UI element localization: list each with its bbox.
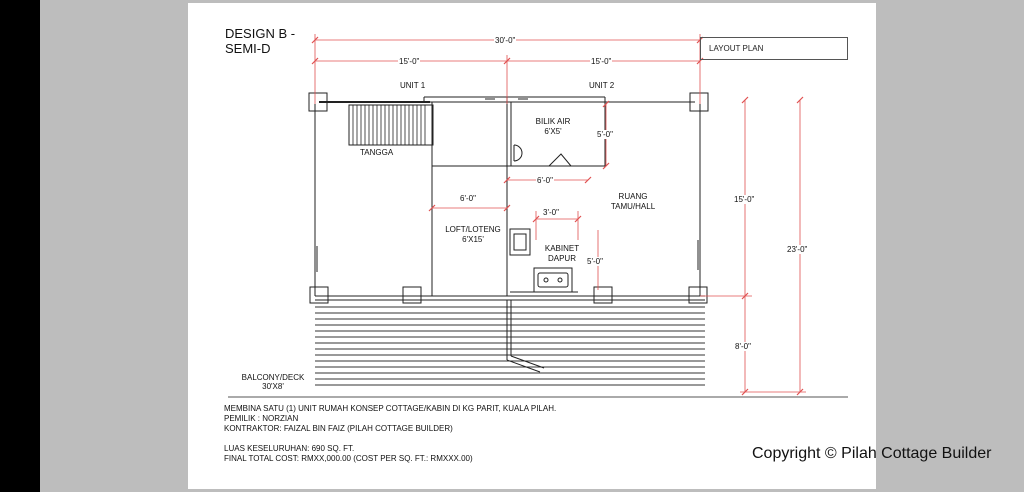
bilik-air-size: 6'X5' — [544, 127, 562, 136]
dim-right-half: 15'-0" — [591, 57, 612, 66]
dapur-label: DAPUR — [547, 254, 576, 263]
pillar — [310, 287, 328, 303]
pillar — [403, 287, 421, 303]
tamu-hall-label: TAMU/HALL — [610, 202, 656, 211]
dim-total-width: 30'-0" — [495, 36, 516, 45]
dim-bath-height: 5'-0" — [597, 130, 613, 139]
dim-deck-depth: 8'-0" — [735, 342, 751, 351]
pillar — [689, 287, 707, 303]
loft-size: 6'X15' — [462, 235, 484, 244]
door-swing-icon — [549, 154, 571, 166]
design-title-line2: SEMI-D — [225, 41, 271, 56]
project-notes — [224, 404, 556, 464]
sink-bowl-2 — [558, 278, 562, 282]
design-title — [225, 26, 295, 56]
ruang-label: RUANG — [618, 192, 648, 201]
dimension-lines — [315, 34, 806, 392]
dim-main-depth: 15'-0" — [734, 195, 755, 204]
bilik-air-label: BILIK AIR — [535, 117, 571, 126]
kitchen-sink-cabinet — [534, 268, 572, 292]
note-line — [224, 434, 556, 444]
note-line: MEMBINA SATU (1) UNIT RUMAH KONSEP COTTAGE/KABIN DI KG PARIT, KUALA PILAH. — [224, 404, 557, 413]
dim-loft-width: 6'-0" — [460, 194, 476, 203]
sink-icon — [538, 273, 568, 287]
dim-bath-width: 6'-0" — [537, 176, 553, 185]
balcony-label: BALCONY/DECK — [241, 373, 305, 382]
stove-icon — [514, 234, 526, 250]
kabinet-label: KABINET — [544, 244, 580, 253]
dim-overall-depth: 23'-0" — [787, 245, 808, 254]
balcony-deck-boards — [315, 307, 705, 385]
loft-label: LOFT/LOTENG — [445, 225, 501, 234]
balcony-size: 30'X8' — [262, 382, 284, 391]
dim-kitchen-width: 3'-0" — [543, 208, 559, 217]
kitchen-stove-cabinet — [510, 229, 530, 255]
layout-plan-label: LAYOUT PLAN — [700, 37, 848, 60]
sink-bowl-1 — [544, 278, 548, 282]
note-line: FINAL TOTAL COST: RMXX,000.00 (COST PER SQ. FT.: RMXXX.00) — [224, 454, 473, 463]
note-line: KONTRAKTOR: FAIZAL BIN FAIZ (PILAH COTTAGE BUILDER) — [224, 424, 453, 433]
dim-kitchen-height: 5'-0" — [587, 257, 603, 266]
dim-left-half: 15'-0" — [399, 57, 420, 66]
unit1-label: UNIT 1 — [400, 81, 426, 90]
unit2-label: UNIT 2 — [589, 81, 615, 90]
toilet-icon — [514, 145, 522, 161]
tangga-label: TANGGA — [360, 148, 394, 157]
design-title-line1: DESIGN B - — [225, 26, 296, 41]
note-line: LUAS KESELURUHAN: 690 SQ. FT. — [224, 444, 355, 453]
staircase — [349, 105, 433, 145]
note-line: PEMILIK : NORZIAN — [224, 414, 299, 423]
pillar — [594, 287, 612, 303]
copyright-watermark: Copyright © Pilah Cottage Builder — [752, 445, 992, 462]
